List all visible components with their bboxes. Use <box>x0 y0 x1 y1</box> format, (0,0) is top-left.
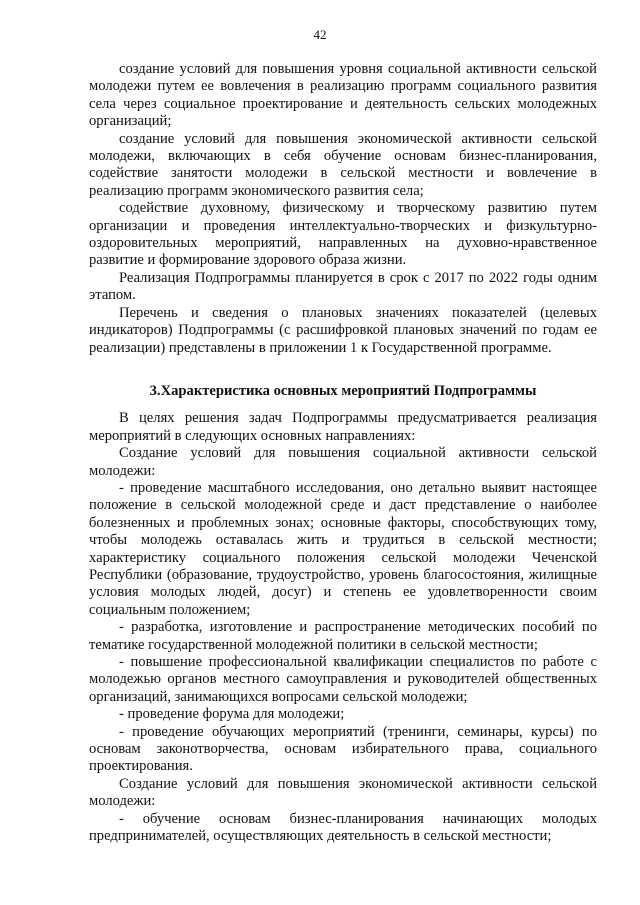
list-item: - обучение основам бизнес-планирования начинающих молодых предпринимателей, осуществляющих деятельность в сельской местности; <box>89 810 597 845</box>
paragraph: создание условий для повышения уровня социальной активности сельской молодежи путем ее вовлечения в реализацию программ социального развития села через социальное проектирование и деятельность сельских молодежных организаций; <box>89 61 597 130</box>
list-item: - проведение форума для молодежи; <box>119 706 345 723</box>
page-number: 42 <box>313 27 327 42</box>
section-heading: 3.Характеристика основных мероприятий Подпрограммы <box>149 382 537 399</box>
paragraph: В целях решения задач Подпрограммы предусматривается реализация мероприятий в следующих основных направлениях: <box>89 410 597 444</box>
list-item: - проведение масштабного исследования, оно детально выявит настоящее положение в сельской молодежной среде и даст представление о наиболее болезненных и проблемных зонах; основные факторы, способствующих тому, чтобы молодежь оставалась жить и трудиться в сельской местности; характеристику социального положения сельской молодежи Чеченской Республики (образование, трудоустройство, уровень благосостояния, жилищные условия молодых людей, досуг) и степень ее удовлетворенности своим социальным положением; <box>89 479 597 618</box>
document-body <box>89 61 597 845</box>
paragraph: Создание условий для повышения экономической активности сельской молодежи: <box>89 775 597 810</box>
paragraph: Создание условий для повышения социальной активности сельской молодежи: <box>89 445 597 479</box>
list-item: - разработка, изготовление и распространение методических пособий по тематике государственной молодежной политики в сельской местности; <box>89 619 597 653</box>
paragraph: Перечень и сведения о плановых значениях показателей (целевых индикаторов) Подпрограммы (с расшифровкой плановых значений по годам ее реализации) представлены в приложении 1 к Государственной программе. <box>89 304 597 356</box>
paragraph: Реализация Подпрограммы планируется в срок с 2017 по 2022 годы одним этапом. <box>89 269 597 304</box>
paragraph: содействие духовному, физическому и творческому развитию путем организации и проведения интеллектуально-творческих и физкультурно-оздоровительных мероприятий, направленных на духовно-нравственное развитие и формирование здорового образа жизни. <box>89 200 597 269</box>
list-item: - проведение обучающих мероприятий (тренинги, семинары, курсы) по основам законотворчества, основам избирательного права, социального проектирования. <box>89 723 597 775</box>
paragraph: создание условий для повышения экономической активности сельской молодежи, включающих в себя обучение основам бизнес-планирования, содействие занятости молодежи в сельской местности и вовлечение в реализацию программ экономического развития села; <box>89 130 597 199</box>
list-item: - повышение профессиональной квалификации специалистов по работе с молодежью органов местного самоуправления и руководителей общественных организаций, занимающихся вопросами сельской молодежи; <box>89 654 597 705</box>
